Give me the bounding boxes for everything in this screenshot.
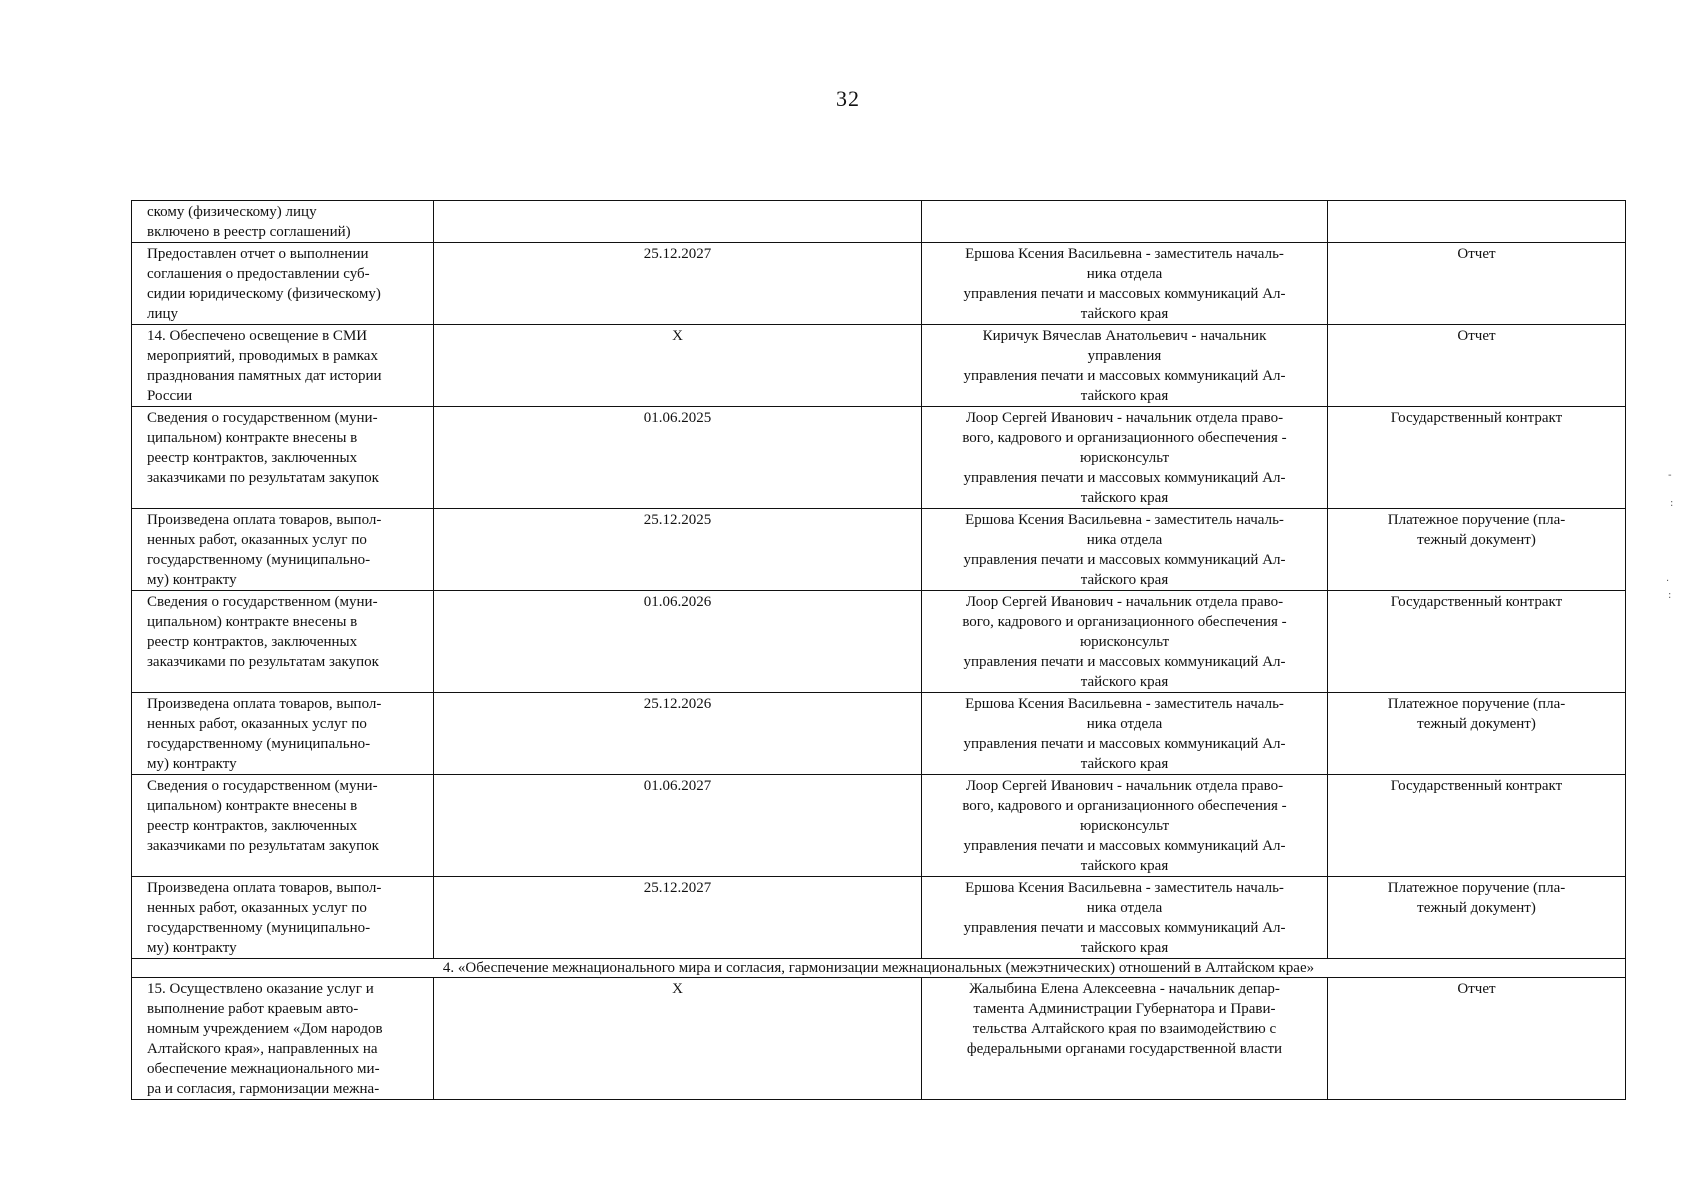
cell-text-line: му) контракту bbox=[147, 572, 237, 588]
scan-mark: - bbox=[1668, 470, 1672, 481]
cell-text-line: юрисконсульт bbox=[1079, 450, 1170, 466]
cell-text-line: тайского края bbox=[1080, 572, 1169, 588]
cell-text-line: соглашения о предоставлении суб- bbox=[147, 266, 370, 282]
document-cell bbox=[1328, 243, 1626, 325]
cell-text-line: государственному (муниципально- bbox=[147, 552, 371, 568]
result-cell bbox=[132, 325, 434, 407]
document-cell bbox=[1328, 407, 1626, 509]
result-cell bbox=[132, 407, 434, 509]
date-cell: X bbox=[434, 978, 922, 1100]
cell-text-line: управления печати и массовых коммуникаций Ал- bbox=[963, 368, 1286, 384]
cell-text-line: Произведена оплата товаров, выпол- bbox=[147, 880, 382, 896]
cell-text-line: Отчет bbox=[1457, 981, 1496, 997]
cell-text-line: тайского края bbox=[1080, 858, 1169, 874]
cell-text-line: ненных работ, оказанных услуг по bbox=[147, 900, 367, 916]
cell-text-line: Лоор Сергей Иванович - начальник отдела право- bbox=[965, 410, 1284, 426]
section-title: 4. «Обеспечение межнационального мира и согласия, гармонизации межнациональных (межэтнических) отношений в Алтайском крае» bbox=[132, 959, 1626, 978]
date-cell: 25.12.2025 bbox=[434, 509, 922, 591]
responsible-cell bbox=[922, 407, 1328, 509]
cell-text-line: тежный документ) bbox=[1417, 900, 1536, 916]
cell-text-line: управления печати и массовых коммуникаций Ал- bbox=[963, 286, 1286, 302]
responsible-cell bbox=[922, 591, 1328, 693]
cell-text-line: Сведения о государственном (муни- bbox=[147, 410, 378, 426]
cell-text-line: Отчет bbox=[1457, 246, 1496, 262]
cell-text-line: государственному (муниципально- bbox=[147, 736, 371, 752]
table-row bbox=[132, 407, 1626, 509]
cell-text-line: Киричук Вячеслав Анатольевич - начальник bbox=[982, 328, 1267, 344]
table-row bbox=[132, 693, 1626, 775]
responsible-cell bbox=[922, 325, 1328, 407]
cell-text-line: реестр контрактов, заключенных bbox=[147, 450, 358, 466]
date-cell: 25.12.2027 bbox=[434, 877, 922, 959]
cell-text-line: Ершова Ксения Васильевна - заместитель началь- bbox=[965, 880, 1284, 896]
cell-text-line: 14. Обеспечено освещение в СМИ bbox=[147, 328, 368, 344]
cell-text-line: заказчиками по результатам закупок bbox=[147, 838, 379, 854]
cell-text-line: Жалыбина Елена Алексеевна - начальник депар- bbox=[969, 981, 1280, 997]
cell-text-line: России bbox=[147, 388, 193, 404]
cell-text-line: обеспечение межнационального ми- bbox=[147, 1061, 380, 1077]
responsible-cell bbox=[922, 693, 1328, 775]
document-cell bbox=[1328, 325, 1626, 407]
result-cell bbox=[132, 591, 434, 693]
cell-text-line: вого, кадрового и организационного обеспечения - bbox=[962, 430, 1287, 446]
scan-mark: · bbox=[1666, 576, 1670, 587]
cell-text-line: Лоор Сергей Иванович - начальник отдела право- bbox=[965, 778, 1284, 794]
cell-text-line: тайского края bbox=[1080, 756, 1169, 772]
result-cell bbox=[132, 201, 434, 243]
document-cell bbox=[1328, 509, 1626, 591]
cell-text-line: управления печати и массовых коммуникаций Ал- bbox=[963, 470, 1286, 486]
cell-text-line: ненных работ, оказанных услуг по bbox=[147, 716, 367, 732]
cell-text-line: юрисконсульт bbox=[1079, 634, 1170, 650]
cell-text-line: тамента Администрации Губернатора и Прави- bbox=[973, 1001, 1276, 1017]
table-row bbox=[132, 325, 1626, 407]
cell-text-line: Сведения о государственном (муни- bbox=[147, 778, 378, 794]
cell-text-line: управления печати и массовых коммуникаций Ал- bbox=[963, 920, 1286, 936]
cell-text-line: лицу bbox=[147, 306, 179, 322]
cell-text-line: государственному (муниципально- bbox=[147, 920, 371, 936]
cell-text-line: номным учреждением «Дом народов bbox=[147, 1021, 383, 1037]
responsible-cell bbox=[922, 201, 1328, 243]
date-cell: 01.06.2027 bbox=[434, 775, 922, 877]
cell-text-line: Алтайского края», направленных на bbox=[147, 1041, 378, 1057]
cell-text-line: Ершова Ксения Васильевна - заместитель началь- bbox=[965, 696, 1284, 712]
result-cell bbox=[132, 877, 434, 959]
cell-text-line: вого, кадрового и организационного обеспечения - bbox=[962, 614, 1287, 630]
responsible-cell bbox=[922, 509, 1328, 591]
table-row bbox=[132, 877, 1626, 959]
responsible-cell bbox=[922, 877, 1328, 959]
cell-text-line: ципальном) контракте внесены в bbox=[147, 430, 358, 446]
result-cell bbox=[132, 693, 434, 775]
date-cell: 01.06.2025 bbox=[434, 407, 922, 509]
date-cell: 25.12.2027 bbox=[434, 243, 922, 325]
scan-mark: : bbox=[1668, 590, 1672, 601]
cell-text-line: включено в реестр соглашений) bbox=[147, 224, 351, 240]
cell-text-line: Платежное поручение (пла- bbox=[1387, 880, 1566, 896]
cell-text-line: тайского края bbox=[1080, 674, 1169, 690]
result-cell bbox=[132, 509, 434, 591]
cell-text-line: му) контракту bbox=[147, 756, 237, 772]
cell-text-line: тайского края bbox=[1080, 388, 1169, 404]
table-row bbox=[132, 509, 1626, 591]
cell-text-line: ника отдела bbox=[1086, 900, 1163, 916]
cell-text-line: тежный документ) bbox=[1417, 532, 1536, 548]
date-cell: 25.12.2026 bbox=[434, 693, 922, 775]
document-cell bbox=[1328, 693, 1626, 775]
cell-text-line: му) контракту bbox=[147, 940, 237, 956]
cell-text-line: реестр контрактов, заключенных bbox=[147, 634, 358, 650]
cell-text-line: Платежное поручение (пла- bbox=[1387, 512, 1566, 528]
cell-text-line: тайского края bbox=[1080, 490, 1169, 506]
cell-text-line: ника отдела bbox=[1086, 716, 1163, 732]
result-cell bbox=[132, 243, 434, 325]
cell-text-line: Произведена оплата товаров, выпол- bbox=[147, 512, 382, 528]
cell-text-line: реестр контрактов, заключенных bbox=[147, 818, 358, 834]
cell-text-line: тежный документ) bbox=[1417, 716, 1536, 732]
document-cell bbox=[1328, 978, 1626, 1100]
cell-text-line: ника отдела bbox=[1086, 266, 1163, 282]
document-cell bbox=[1328, 775, 1626, 877]
cell-text-line: Платежное поручение (пла- bbox=[1387, 696, 1566, 712]
plan-table bbox=[131, 200, 1626, 1100]
cell-text-line: 15. Осуществлено оказание услуг и bbox=[147, 981, 374, 997]
cell-text-line: Ершова Ксения Васильевна - заместитель началь- bbox=[965, 512, 1284, 528]
cell-text-line: федеральными органами государственной власти bbox=[966, 1041, 1283, 1057]
cell-text-line: скому (физическому) лицу bbox=[147, 204, 317, 220]
date-cell: X bbox=[434, 325, 922, 407]
cell-text-line: мероприятий, проводимых в рамках bbox=[147, 348, 378, 364]
section-header-row bbox=[132, 959, 1626, 978]
plan-table-body bbox=[132, 201, 1626, 1100]
cell-text-line: заказчиками по результатам закупок bbox=[147, 654, 379, 670]
responsible-cell bbox=[922, 775, 1328, 877]
document-cell bbox=[1328, 201, 1626, 243]
cell-text-line: Предоставлен отчет о выполнении bbox=[147, 246, 369, 262]
scan-mark: : bbox=[1670, 498, 1674, 509]
cell-text-line: Отчет bbox=[1457, 328, 1496, 344]
cell-text-line: заказчиками по результатам закупок bbox=[147, 470, 379, 486]
cell-text-line: Государственный контракт bbox=[1390, 778, 1563, 794]
cell-text-line: управления печати и массовых коммуникаций Ал- bbox=[963, 552, 1286, 568]
cell-text-line: ципальном) контракте внесены в bbox=[147, 614, 358, 630]
cell-text-line: Сведения о государственном (муни- bbox=[147, 594, 378, 610]
cell-text-line: Ершова Ксения Васильевна - заместитель началь- bbox=[965, 246, 1284, 262]
cell-text-line: Произведена оплата товаров, выпол- bbox=[147, 696, 382, 712]
table-row bbox=[132, 775, 1626, 877]
table-row bbox=[132, 201, 1626, 243]
cell-text-line: тельства Алтайского края по взаимодействию с bbox=[972, 1021, 1277, 1037]
cell-text-line: ципальном) контракте внесены в bbox=[147, 798, 358, 814]
cell-text-line: ника отдела bbox=[1086, 532, 1163, 548]
responsible-cell bbox=[922, 978, 1328, 1100]
document-cell bbox=[1328, 591, 1626, 693]
result-cell bbox=[132, 775, 434, 877]
cell-text-line: Государственный контракт bbox=[1390, 594, 1563, 610]
date-cell bbox=[434, 201, 922, 243]
cell-text-line: Государственный контракт bbox=[1390, 410, 1563, 426]
cell-text-line: выполнение работ краевым авто- bbox=[147, 1001, 359, 1017]
cell-text-line: управления bbox=[1087, 348, 1162, 364]
cell-text-line: сидии юридическому (физическому) bbox=[147, 286, 381, 302]
table-row bbox=[132, 591, 1626, 693]
cell-text-line: управления печати и массовых коммуникаций Ал- bbox=[963, 736, 1286, 752]
cell-text-line: тайского края bbox=[1080, 306, 1169, 322]
cell-text-line: вого, кадрового и организационного обеспечения - bbox=[962, 798, 1287, 814]
cell-text-line: управления печати и массовых коммуникаций Ал- bbox=[963, 838, 1286, 854]
date-cell: 01.06.2026 bbox=[434, 591, 922, 693]
table-row bbox=[132, 243, 1626, 325]
cell-text-line: Лоор Сергей Иванович - начальник отдела право- bbox=[965, 594, 1284, 610]
document-cell bbox=[1328, 877, 1626, 959]
result-cell bbox=[132, 978, 434, 1100]
table-row bbox=[132, 978, 1626, 1100]
cell-text-line: празднования памятных дат истории bbox=[147, 368, 382, 384]
cell-text-line: тайского края bbox=[1080, 940, 1169, 956]
cell-text-line: управления печати и массовых коммуникаций Ал- bbox=[963, 654, 1286, 670]
responsible-cell bbox=[922, 243, 1328, 325]
cell-text-line: юрисконсульт bbox=[1079, 818, 1170, 834]
cell-text-line: ра и согласия, гармонизации межна- bbox=[147, 1081, 380, 1097]
cell-text-line: ненных работ, оказанных услуг по bbox=[147, 532, 367, 548]
page-number: 32 bbox=[836, 86, 860, 111]
